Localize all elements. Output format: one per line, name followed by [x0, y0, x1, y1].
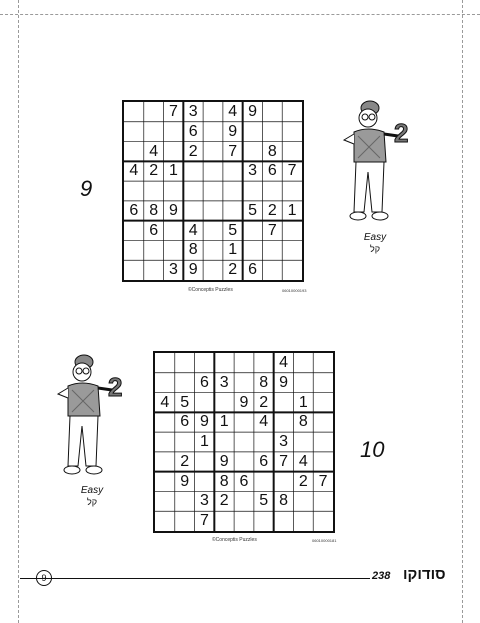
sudoku-given-cell: 2 [219, 492, 229, 510]
sudoku-empty-cell[interactable] [175, 511, 195, 531]
sudoku-empty-cell[interactable] [282, 181, 302, 201]
sudoku-given-cell: 9 [188, 261, 198, 279]
sudoku-given-cell: 2 [188, 142, 198, 160]
sudoku-empty-cell[interactable] [214, 393, 234, 413]
svg-text:2: 2 [108, 372, 123, 402]
sudoku-empty-cell[interactable] [234, 373, 254, 393]
sudoku-empty-cell[interactable] [293, 432, 313, 452]
brand-logo: סודוקו [403, 566, 446, 583]
sudoku-empty-cell[interactable] [234, 511, 254, 531]
cartoon-character-illustration [54, 350, 134, 482]
sudoku-empty-cell[interactable] [254, 511, 274, 531]
sudoku-empty-cell[interactable] [293, 491, 313, 511]
sudoku-empty-cell[interactable] [155, 412, 175, 432]
sudoku-empty-cell[interactable] [223, 201, 243, 221]
sudoku-empty-cell[interactable] [262, 240, 282, 260]
sudoku-empty-cell[interactable] [183, 181, 203, 201]
sudoku-empty-cell[interactable] [144, 260, 164, 280]
sudoku-empty-cell[interactable] [155, 472, 175, 492]
sudoku-given-cell: 7 [199, 512, 209, 530]
sudoku-empty-cell[interactable] [262, 260, 282, 280]
sudoku-given-cell: 9 [228, 122, 238, 140]
book-number: 238 [372, 570, 391, 582]
sudoku-empty-cell[interactable] [144, 102, 164, 122]
sudoku-grid-10 [153, 351, 335, 533]
sudoku-given-cell: 3 [199, 492, 209, 510]
sudoku-empty-cell[interactable] [313, 432, 333, 452]
sudoku-given-cell: 6 [239, 472, 249, 490]
sudoku-empty-cell[interactable] [203, 221, 223, 241]
sudoku-empty-cell[interactable] [234, 432, 254, 452]
sudoku-empty-cell[interactable] [282, 122, 302, 142]
sudoku-given-cell: 1 [219, 413, 229, 431]
sudoku-empty-cell[interactable] [282, 260, 302, 280]
sudoku-empty-cell[interactable] [313, 511, 333, 531]
sudoku-given-cell: 1 [168, 162, 178, 180]
sudoku-given-cell: 6 [259, 452, 269, 470]
sudoku-empty-cell[interactable] [274, 412, 294, 432]
sudoku-given-cell: 9 [248, 103, 257, 120]
sudoku-given-cell: 9 [279, 373, 288, 391]
sudoku-empty-cell[interactable] [234, 452, 254, 472]
sudoku-given-cell: 9 [168, 201, 178, 219]
sudoku-empty-cell[interactable] [155, 432, 175, 452]
sudoku-empty-cell[interactable] [262, 102, 282, 122]
sudoku-given-cell: 2 [259, 393, 269, 411]
sudoku-given-cell: 6 [248, 261, 257, 279]
sudoku-empty-cell[interactable] [195, 472, 215, 492]
difficulty-label-hebrew: קל [86, 497, 98, 507]
sudoku-empty-cell[interactable] [203, 122, 223, 142]
cartoon-character-illustration [340, 96, 420, 228]
sudoku-empty-cell[interactable] [124, 102, 144, 122]
puzzle-code: 06010000181 [312, 538, 337, 543]
sudoku-given-cell: 7 [267, 221, 277, 239]
right-dashed-border [462, 0, 463, 623]
sudoku-empty-cell[interactable] [203, 260, 223, 280]
sudoku-empty-cell[interactable] [274, 393, 294, 413]
puzzle-credit: ©Conceptis Puzzles [188, 287, 233, 293]
sudoku-empty-cell[interactable] [195, 452, 215, 472]
sudoku-empty-cell[interactable] [144, 181, 164, 201]
sudoku-empty-cell[interactable] [175, 353, 195, 373]
page-number: 9 [36, 570, 52, 586]
sudoku-empty-cell[interactable] [195, 353, 215, 373]
sudoku-empty-cell[interactable] [313, 373, 333, 393]
sudoku-empty-cell[interactable] [274, 472, 294, 492]
sudoku-given-cell: 7 [287, 162, 297, 180]
sudoku-empty-cell[interactable] [124, 122, 144, 142]
sudoku-empty-cell[interactable] [155, 452, 175, 472]
sudoku-given-cell: 5 [259, 492, 269, 510]
sudoku-given-cell: 4 [149, 142, 159, 160]
sudoku-empty-cell[interactable] [203, 201, 223, 221]
sudoku-empty-cell[interactable] [313, 412, 333, 432]
sudoku-empty-cell[interactable] [155, 511, 175, 531]
sudoku-given-cell: 6 [149, 221, 159, 239]
sudoku-empty-cell[interactable] [293, 373, 313, 393]
sudoku-empty-cell[interactable] [175, 491, 195, 511]
sudoku-given-cell: 2 [228, 261, 238, 279]
sudoku-empty-cell[interactable] [234, 353, 254, 373]
sudoku-given-cell: 9 [180, 472, 190, 490]
sudoku-empty-cell[interactable] [203, 181, 223, 201]
sudoku-empty-cell[interactable] [203, 240, 223, 260]
sudoku-empty-cell[interactable] [313, 491, 333, 511]
puzzle-code: 06010000193 [282, 288, 307, 293]
sudoku-given-cell: 8 [259, 373, 269, 391]
sudoku-empty-cell[interactable] [282, 221, 302, 241]
sudoku-empty-cell[interactable] [155, 373, 175, 393]
sudoku-empty-cell[interactable] [164, 122, 184, 142]
sudoku-given-cell: 3 [219, 373, 229, 391]
sudoku-empty-cell[interactable] [144, 240, 164, 260]
sudoku-empty-cell[interactable] [144, 122, 164, 142]
sudoku-given-cell: 2 [267, 201, 277, 219]
sudoku-given-cell: 8 [267, 142, 277, 160]
sudoku-empty-cell[interactable] [282, 102, 302, 122]
sudoku-grid-9 [122, 100, 304, 282]
left-dashed-border [18, 0, 19, 623]
sudoku-given-cell: 9 [239, 393, 249, 411]
puzzle-credit: ©Conceptis Puzzles [212, 537, 257, 543]
svg-text:2: 2 [394, 118, 409, 148]
sudoku-empty-cell[interactable] [223, 181, 243, 201]
sudoku-empty-cell[interactable] [282, 142, 302, 162]
sudoku-empty-cell[interactable] [254, 432, 274, 452]
puzzle-number: 10 [360, 437, 385, 462]
sudoku-given-cell: 1 [199, 433, 209, 451]
sudoku-given-cell: 1 [298, 393, 308, 411]
sudoku-given-cell: 6 [180, 413, 190, 431]
sudoku-given-cell: 3 [168, 261, 178, 279]
sudoku-empty-cell[interactable] [164, 142, 184, 162]
sudoku-given-cell: 8 [298, 413, 308, 431]
sudoku-empty-cell[interactable] [175, 373, 195, 393]
sudoku-empty-cell[interactable] [164, 181, 184, 201]
sudoku-empty-cell[interactable] [313, 393, 333, 413]
sudoku-given-cell: 6 [267, 162, 277, 180]
sudoku-given-cell: 4 [188, 221, 198, 239]
sudoku-given-cell: 1 [228, 241, 238, 259]
sudoku-given-cell: 6 [188, 122, 198, 140]
sudoku-empty-cell[interactable] [183, 161, 203, 181]
sudoku-given-cell: 8 [188, 241, 198, 259]
sudoku-given-cell: 4 [228, 103, 238, 120]
sudoku-empty-cell[interactable] [155, 353, 175, 373]
sudoku-empty-cell[interactable] [234, 491, 254, 511]
sudoku-empty-cell[interactable] [274, 511, 294, 531]
sudoku-given-cell: 5 [248, 201, 257, 219]
difficulty-label-hebrew: קל [369, 244, 381, 254]
sudoku-empty-cell[interactable] [164, 221, 184, 241]
sudoku-given-cell: 4 [259, 413, 269, 431]
sudoku-empty-cell[interactable] [155, 491, 175, 511]
sudoku-empty-cell[interactable] [282, 240, 302, 260]
difficulty-label: Easy [80, 485, 104, 496]
sudoku-empty-cell[interactable] [124, 260, 144, 280]
sudoku-given-cell: 8 [279, 492, 288, 510]
sudoku-given-cell: 4 [298, 452, 308, 470]
sudoku-empty-cell[interactable] [262, 181, 282, 201]
sudoku-empty-cell[interactable] [234, 412, 254, 432]
sudoku-empty-cell[interactable] [243, 181, 263, 201]
sudoku-given-cell: 2 [149, 162, 159, 180]
sudoku-given-cell: 7 [228, 142, 238, 160]
sudoku-given-cell: 9 [199, 413, 209, 431]
sudoku-empty-cell[interactable] [293, 353, 313, 373]
sudoku-empty-cell[interactable] [175, 432, 195, 452]
sudoku-given-cell: 4 [129, 162, 139, 180]
difficulty-label: Easy [363, 232, 387, 243]
sudoku-given-cell: 3 [279, 433, 288, 451]
sudoku-empty-cell[interactable] [243, 240, 263, 260]
footer-rule [20, 578, 370, 579]
top-dashed-border [0, 14, 480, 15]
sudoku-empty-cell[interactable] [243, 122, 263, 142]
sudoku-empty-cell[interactable] [183, 201, 203, 221]
sudoku-given-cell: 9 [219, 452, 229, 470]
sudoku-empty-cell[interactable] [313, 452, 333, 472]
sudoku-given-cell: 5 [228, 221, 238, 239]
sudoku-empty-cell[interactable] [203, 142, 223, 162]
sudoku-given-cell: 8 [219, 472, 229, 490]
sudoku-empty-cell[interactable] [243, 142, 263, 162]
sudoku-empty-cell[interactable] [195, 393, 215, 413]
sudoku-given-cell: 7 [168, 103, 178, 120]
sudoku-empty-cell[interactable] [124, 181, 144, 201]
sudoku-empty-cell[interactable] [254, 472, 274, 492]
sudoku-empty-cell[interactable] [203, 161, 223, 181]
sudoku-empty-cell[interactable] [124, 221, 144, 241]
sudoku-given-cell: 2 [180, 452, 190, 470]
sudoku-given-cell: 8 [149, 201, 159, 219]
sudoku-given-cell: 3 [248, 162, 257, 180]
sudoku-empty-cell[interactable] [203, 102, 223, 122]
sudoku-given-cell: 6 [199, 373, 209, 391]
sudoku-given-cell: 6 [129, 201, 139, 219]
sudoku-empty-cell[interactable] [243, 221, 263, 241]
puzzle-number: 9 [80, 176, 93, 201]
sudoku-empty-cell[interactable] [223, 161, 243, 181]
sudoku-empty-cell[interactable] [293, 511, 313, 531]
sudoku-given-cell: 3 [188, 103, 198, 120]
sudoku-empty-cell[interactable] [124, 240, 144, 260]
sudoku-given-cell: 5 [180, 393, 190, 411]
sudoku-empty-cell[interactable] [262, 122, 282, 142]
sudoku-given-cell: 4 [279, 354, 288, 371]
sudoku-empty-cell[interactable] [164, 240, 184, 260]
sudoku-given-cell: 1 [287, 201, 297, 219]
sudoku-given-cell: 4 [160, 393, 170, 411]
sudoku-empty-cell[interactable] [313, 353, 333, 373]
sudoku-empty-cell[interactable] [214, 511, 234, 531]
sudoku-empty-cell[interactable] [214, 432, 234, 452]
sudoku-empty-cell[interactable] [124, 142, 144, 162]
sudoku-given-cell: 7 [279, 452, 288, 470]
sudoku-empty-cell[interactable] [254, 353, 274, 373]
sudoku-given-cell: 2 [298, 472, 308, 490]
sudoku-given-cell: 7 [318, 472, 328, 490]
sudoku-empty-cell[interactable] [214, 353, 234, 373]
